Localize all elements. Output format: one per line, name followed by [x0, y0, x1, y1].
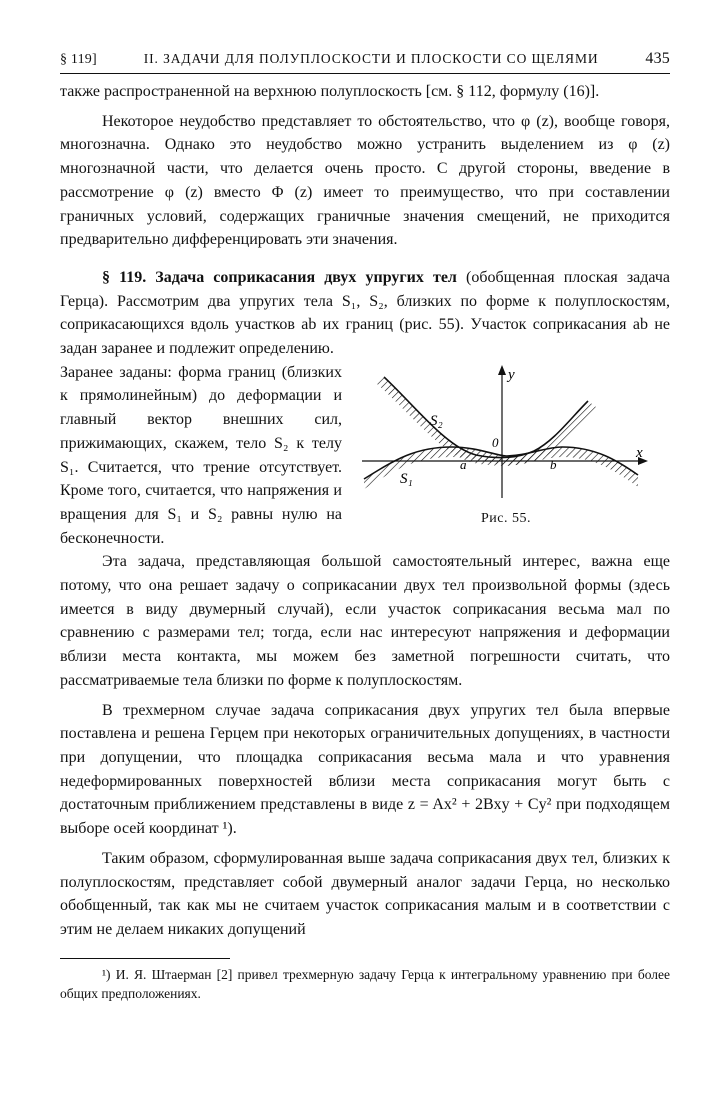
footnote: ¹) И. Я. Штаерман [2] привел трехмерную задачу Герца к интегральному уравнению при более общих предположениях. — [60, 966, 670, 1002]
header-title: II. ЗАДАЧИ ДЛЯ ПОЛУПЛОСКОСТИ И ПЛОСКОСТИ СО ЩЕЛЯМИ — [143, 51, 599, 66]
label-a: a — [460, 456, 467, 472]
figure-caption: Рис. 55. — [481, 510, 531, 526]
footnote-rule — [60, 958, 230, 959]
paragraph-4: Эта задача, представляющая большой самостоятельный интерес, важна еще потому, что она решает задачу о соприкасании двух тел произвольной формы (здесь имеется в виду двумерный случай), если участок соприкасания весьма мал по сравнению с размерами тел; тогда, если нас интересуют напряжения и деформации вблизи места контакта, мы можем без заметной погрешности считать, что рассматриваемые тела близки по форме к полуплоскостям. — [60, 553, 670, 689]
paragraph-2: Некоторое неудобство представляет то обстоятельство, что φ (z), вообще говоря, многозначна. Однако это неудобство можно устранить выделением из φ (z) многозначной части, что делается очень просто. С другой стороны, введение в рассмотрение φ (z) вместо Φ (z) имеет то преимущество, что при составлении граничных условий, содержащих граничные значения смещений, не приходится предварительно дифференцировать эти значения. — [60, 112, 670, 249]
label-b: b — [550, 456, 557, 472]
label-y: y — [508, 366, 515, 383]
running-header — [60, 50, 670, 74]
section-heading: § 119. Задача соприкасания двух упругих тел — [102, 268, 457, 286]
y-axis-arrow — [498, 365, 506, 375]
paragraph-5: В трехмерном случае задача соприкасания двух упругих тел была впервые поставлена и решена Герцем при некоторых ограничительных допущениях, в частности при допущении, что площадка соприкасания весьма мала и что уравнения недеформированных поверхностей вблизи места соприкасания могут быть с достаточным приближением представлены в виде z = Ax² + 2Bxy + Cy² при подходящем выборе осей координат ¹). — [60, 701, 670, 838]
label-x: x — [636, 444, 643, 461]
book-page — [60, 50, 670, 1004]
label-o: 0 — [492, 434, 499, 450]
label-s1: S₁ — [400, 470, 413, 487]
contact-diagram — [356, 363, 656, 503]
page-number: 435 — [645, 50, 670, 67]
paragraph-6: Таким образом, сформулированная выше задача соприкасания двух тел, близких к полуплоскостям, представляет собой двумерный аналог задачи Герца, но несколько обобщенный, так как мы не считаем участок соприкасания малым и в соответствии с этим не делаем никаких допущений — [60, 849, 670, 938]
label-s2: S₂ — [430, 412, 443, 429]
paragraph-3 — [60, 266, 670, 361]
paragraph-1: также распространенной на верхнюю полуплоскость [см. § 112, формулу (16)]. — [60, 83, 600, 100]
header-section: § 119] — [60, 52, 97, 67]
paragraph-3-side: Заранее заданы: форма границ (близких к прямолинейным) до деформации и главный вектор внешних сил, прижимающих, скажем, тело S₂ к телу S₁. Считается, что трение отсутствует. Кроме того, считается, что напряжения и вращения для S₁ и S₂ равны нулю на бесконечности. — [60, 363, 342, 547]
figure-55 — [342, 361, 670, 551]
paragraph-3-intro: (обобщенная плоская задача Герца). Рассмотрим два упругих тела S₁, S₂, близких по форме к полуплоскостям, соприкасающихся вдоль участков ab их границ (рис. 55). Участок соприкасания ab не задан заранее и подлежит определению. — [60, 268, 671, 358]
figure-wrap — [60, 361, 670, 551]
